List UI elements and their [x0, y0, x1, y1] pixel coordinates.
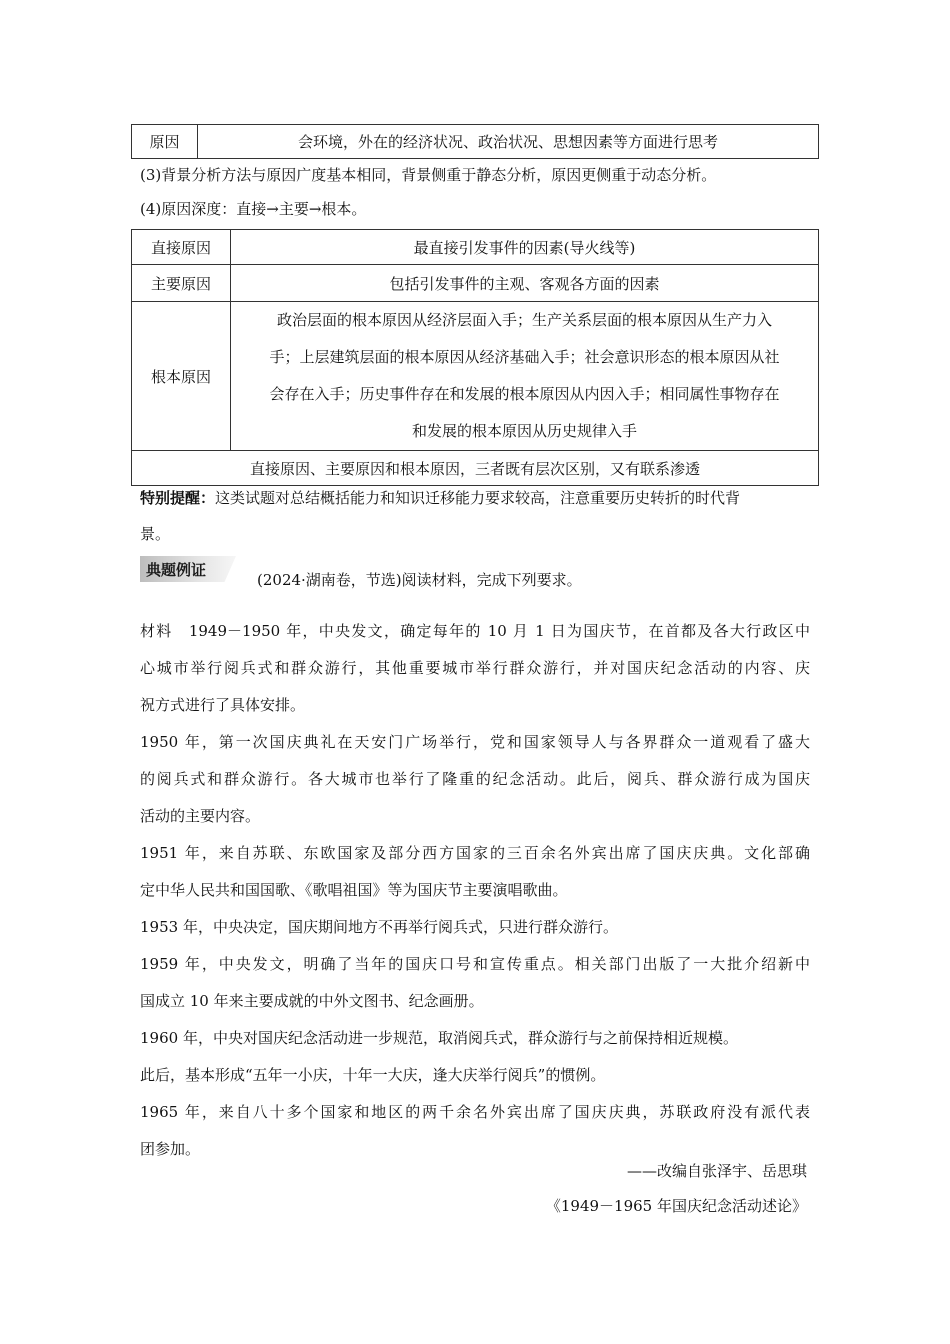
material-block — [140, 613, 810, 1168]
material-line: 1951 年，来自苏联、东欧国家及部分西方国家的三百余名外宾出席了国庆庆典。文化部确 — [140, 844, 810, 862]
paragraph-4: (4)原因深度：直接→主要→根本。 — [140, 200, 367, 218]
material-line: 1965 年，来自八十多个国家和地区的两千余名外宾出席了国庆庆典，苏联政府没有派代表 — [140, 1103, 810, 1121]
material-line: 祝方式进行了具体安排。 — [140, 696, 306, 714]
table-row — [132, 451, 819, 486]
cause-table-continued — [131, 124, 819, 159]
attribution-title: 《1949－1965 年国庆纪念活动述论》 — [545, 1197, 807, 1215]
special-tip — [140, 488, 740, 508]
main-cause-content: 包括引发事件的主观、客观各方面的因素 — [231, 265, 819, 302]
material-line: 的阅兵式和群众游行。各大城市也举行了隆重的纪念活动。此后，阅兵、群众游行成为国庆 — [140, 770, 810, 788]
tip-label: 特别提醒： — [140, 489, 216, 507]
material-line: 国成立 10 年来主要成就的中外文图书、纪念画册。 — [140, 992, 484, 1010]
tip-text-continued: 景。 — [140, 525, 171, 543]
material-line: 1960 年，中央对国庆纪念活动进一步规范，取消阅兵式，群众游行与之前保持相近规模。 — [140, 1029, 738, 1047]
root-cause-line: 手；上层建筑层面的根本原因从经济基础入手；社会意识形态的根本原因从社 — [269, 348, 780, 366]
material-line: 心城市举行阅兵式和群众游行，其他重要城市举行群众游行，并对国庆纪念活动的内容、庆 — [140, 659, 810, 677]
root-cause-content — [231, 302, 819, 451]
example-source: (2024·湖南卷，节选)阅读材料，完成下列要求。 — [257, 571, 582, 589]
material-line: 定中华人民共和国国歌、《歌唱祖国》等为国庆节主要演唱歌曲。 — [140, 881, 568, 899]
cause-depth-table — [131, 229, 819, 486]
root-cause-line: 政治层面的根本原因从经济层面入手；生产关系层面的根本原因从生产力入 — [276, 311, 772, 329]
table-row — [132, 230, 819, 265]
main-cause-label: 主要原因 — [132, 265, 231, 302]
summary-cell: 直接原因、主要原因和根本原因，三者既有层次区别，又有联系渗透 — [132, 451, 819, 486]
material-line: 活动的主要内容。 — [140, 807, 261, 825]
direct-cause-label: 直接原因 — [132, 230, 231, 265]
attribution-author: ——改编自张泽宇、岳思琪 — [626, 1162, 807, 1180]
material-line: 此后，基本形成“五年一小庆，十年一大庆，逢大庆举行阅兵”的惯例。 — [140, 1066, 606, 1084]
tip-text: 这类试题对总结概括能力和知识迁移能力要求较高，注意重要历史转折的时代背 — [215, 489, 741, 507]
example-badge — [140, 556, 236, 582]
material-line: 1950 年，第一次国庆典礼在天安门广场举行，党和国家领导人与各界群众一道观看了盛大 — [140, 733, 810, 751]
root-cause-label: 根本原因 — [132, 302, 231, 451]
direct-cause-content: 最直接引发事件的因素(导火线等) — [231, 230, 819, 265]
material-line: 材料 1949－1950 年，中央发文，确定每年的 10 月 1 日为国庆节，在首都及各大行政区中 — [140, 622, 810, 640]
paragraph-3: (3)背景分析方法与原因广度基本相同，背景侧重于静态分析，原因更侧重于动态分析。 — [140, 166, 717, 184]
material-line: 团参加。 — [140, 1140, 201, 1158]
table-row — [132, 265, 819, 302]
root-cause-line: 和发展的根本原因从历史规律入手 — [411, 422, 637, 440]
material-line: 1953 年，中央决定，国庆期间地方不再举行阅兵式，只进行群众游行。 — [140, 918, 618, 936]
badge-label: 典题例证 — [146, 561, 207, 579]
table-row — [132, 302, 819, 451]
material-line: 1959 年，中央发文，明确了当年的国庆口号和宣传重点。相关部门出版了一大批介绍新中 — [140, 955, 810, 973]
cause-label-cell: 原因 — [132, 125, 198, 159]
cause-content-cell: 会环境，外在的经济状况、政治状况、思想因素等方面进行思考 — [198, 125, 819, 159]
root-cause-line: 会存在入手；历史事件存在和发展的根本原因从内因入手；相同属性事物存在 — [269, 385, 780, 403]
